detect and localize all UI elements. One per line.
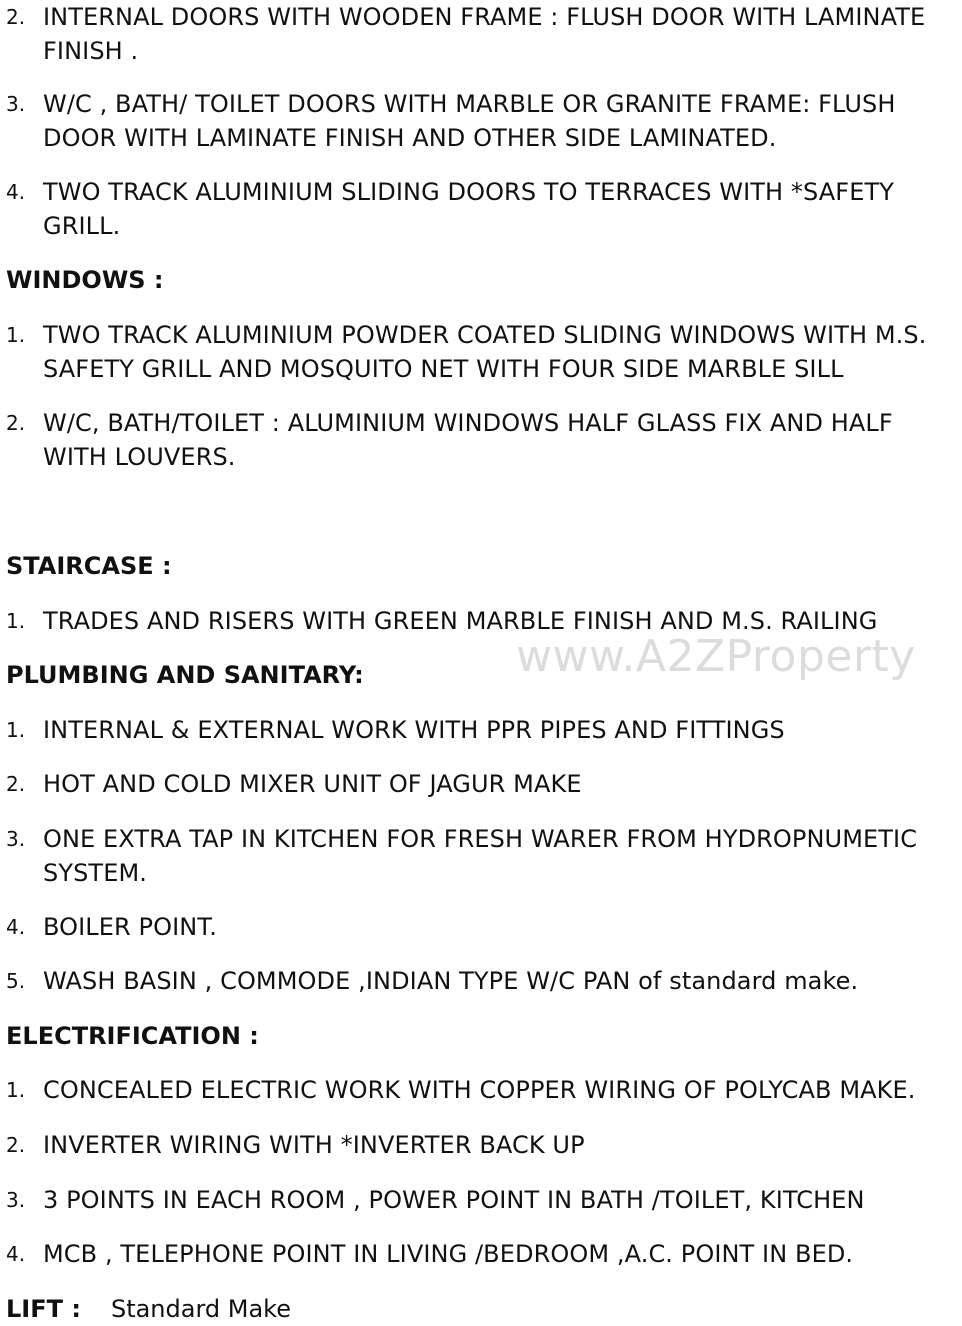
list-line: BOILER POINT. <box>43 913 217 941</box>
list-number: 4. <box>6 915 26 939</box>
list-number: 4. <box>6 180 26 204</box>
watermark-text: www.A2ZProperty <box>516 631 916 682</box>
list-line: 3 POINTS IN EACH ROOM , POWER POINT IN BATH /TOILET, KITCHEN <box>43 1186 865 1214</box>
doors-item-4 <box>0 175 962 243</box>
list-line: WASH BASIN , COMMODE ,INDIAN TYPE W/C PAN of standard make. <box>43 967 859 995</box>
list-number: 2. <box>6 411 26 435</box>
list-number: 1. <box>6 718 26 742</box>
lift-row <box>6 1292 291 1326</box>
list-number: 1. <box>6 323 26 347</box>
plumbing-item-5 <box>0 964 962 998</box>
list-line: SYSTEM. <box>43 859 147 887</box>
list-number: 2. <box>6 772 26 796</box>
list-line: MCB , TELEPHONE POINT IN LIVING /BEDROOM ,A.C. POINT IN BED. <box>43 1240 854 1268</box>
list-number: 3. <box>6 827 26 851</box>
list-number: 4. <box>6 1242 26 1266</box>
electrification-item-4 <box>0 1237 962 1271</box>
list-line: ONE EXTRA TAP IN KITCHEN FOR FRESH WARER FROM HYDROPNUMETIC <box>43 825 918 853</box>
list-line: WITH LOUVERS. <box>43 443 236 471</box>
plumbing-item-4 <box>0 910 962 944</box>
lift-label: LIFT : <box>6 1295 81 1323</box>
list-number: 1. <box>6 609 26 633</box>
doors-item-2 <box>0 0 962 68</box>
list-line: W/C, BATH/TOILET : ALUMINIUM WINDOWS HALF GLASS FIX AND HALF <box>43 409 893 437</box>
plumbing-heading: PLUMBING AND SANITARY: <box>6 661 364 689</box>
list-number: 1. <box>6 1078 26 1102</box>
plumbing-item-1 <box>0 713 962 747</box>
windows-heading: WINDOWS : <box>6 266 164 294</box>
electrification-heading: ELECTRIFICATION : <box>6 1022 259 1050</box>
list-number: 2. <box>6 5 26 29</box>
doors-item-3 <box>0 87 962 155</box>
list-number: 2. <box>6 1133 26 1157</box>
list-line: HOT AND COLD MIXER UNIT OF JAGUR MAKE <box>43 770 582 798</box>
list-line: W/C , BATH/ TOILET DOORS WITH MARBLE OR GRANITE FRAME: FLUSH <box>43 90 896 118</box>
lift-value: Standard Make <box>110 1295 291 1323</box>
list-line: GRILL. <box>43 212 121 240</box>
list-number: 3. <box>6 92 26 116</box>
list-line: TWO TRACK ALUMINIUM SLIDING DOORS TO TERRACES WITH *SAFETY <box>43 178 894 206</box>
staircase-heading: STAIRCASE : <box>6 552 172 580</box>
list-line: TRADES AND RISERS WITH GREEN MARBLE FINISH AND M.S. RAILING <box>43 607 878 635</box>
list-line: CONCEALED ELECTRIC WORK WITH COPPER WIRING OF POLYCAB MAKE. <box>43 1076 916 1104</box>
electrification-item-3 <box>0 1183 962 1217</box>
list-line: FINISH . <box>43 37 139 65</box>
list-line: SAFETY GRILL AND MOSQUITO NET WITH FOUR SIDE MARBLE SILL <box>43 355 844 383</box>
list-line: TWO TRACK ALUMINIUM POWDER COATED SLIDING WINDOWS WITH M.S. <box>43 321 927 349</box>
plumbing-item-3 <box>0 822 962 890</box>
list-number: 5. <box>6 969 26 993</box>
list-line: INVERTER WIRING WITH *INVERTER BACK UP <box>43 1131 585 1159</box>
windows-item-2 <box>0 406 962 474</box>
electrification-item-1 <box>0 1073 962 1107</box>
electrification-item-2 <box>0 1128 962 1162</box>
windows-item-1 <box>0 318 962 386</box>
list-line: DOOR WITH LAMINATE FINISH AND OTHER SIDE LAMINATED. <box>43 124 777 152</box>
list-line: INTERNAL & EXTERNAL WORK WITH PPR PIPES AND FITTINGS <box>43 716 785 744</box>
list-line: INTERNAL DOORS WITH WOODEN FRAME : FLUSH DOOR WITH LAMINATE <box>43 3 926 31</box>
list-number: 3. <box>6 1188 26 1212</box>
plumbing-item-2 <box>0 767 962 801</box>
